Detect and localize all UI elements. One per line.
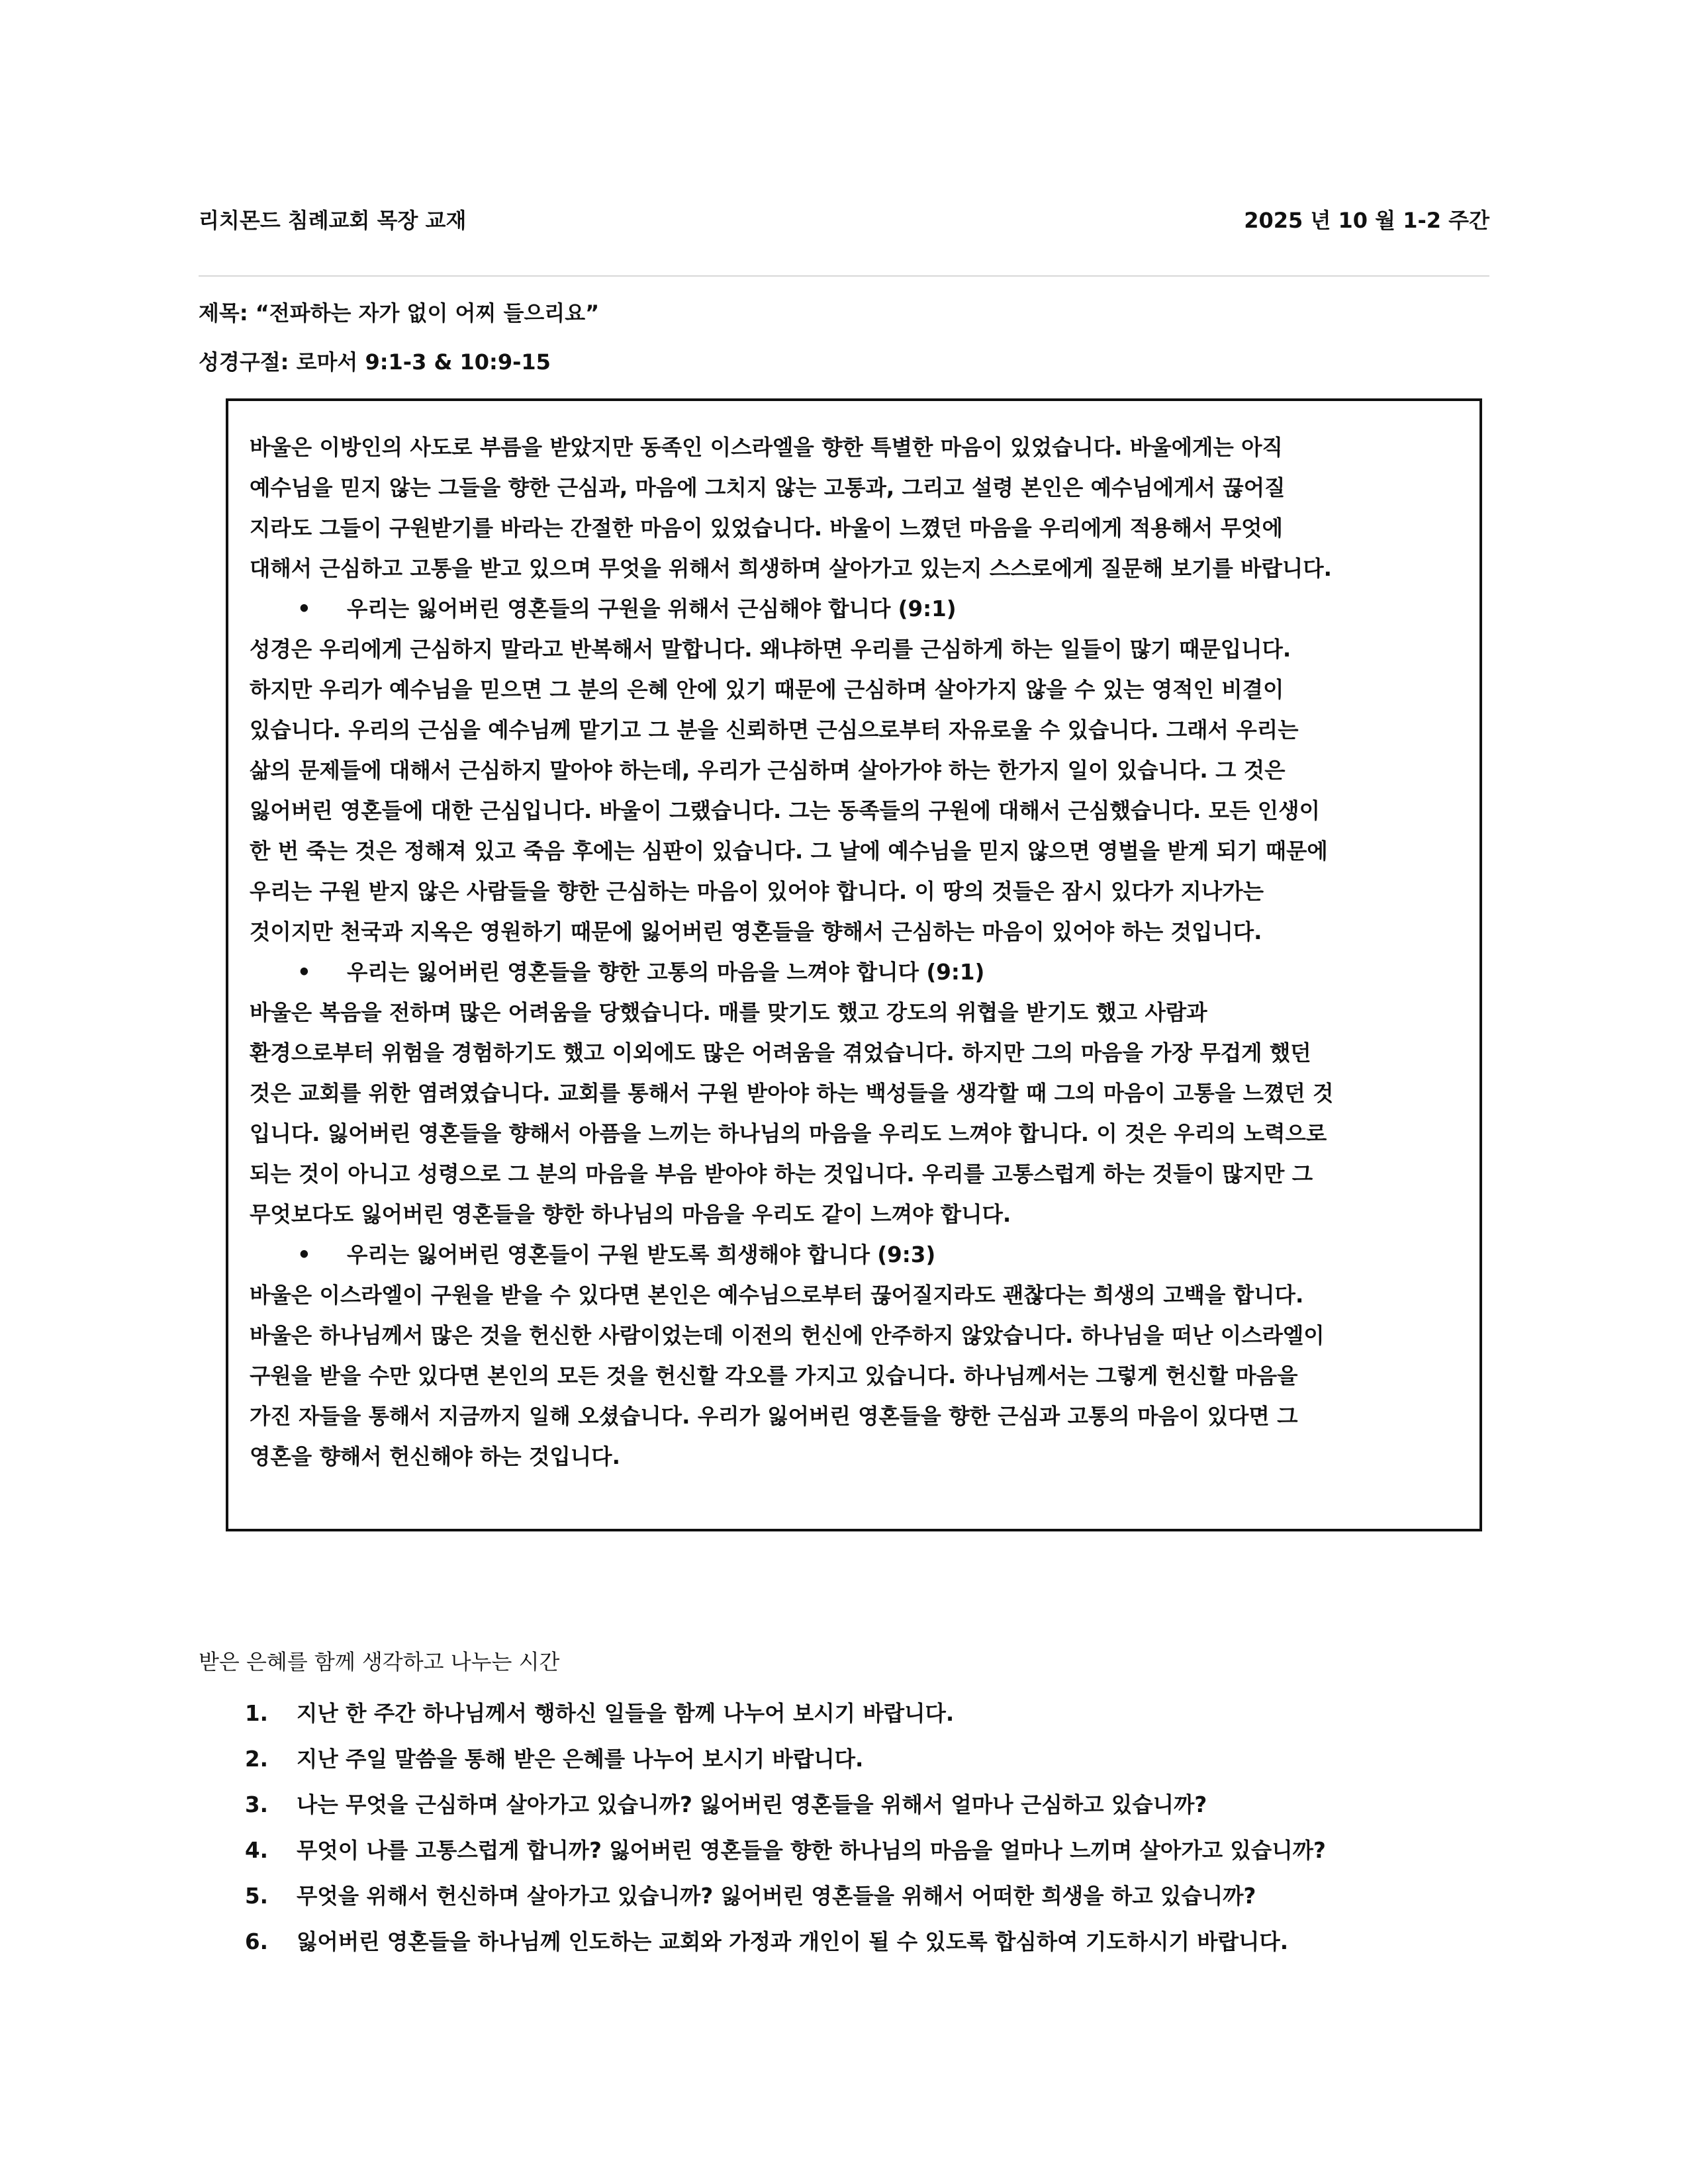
point-heading-3 — [250, 1235, 1464, 1275]
intro-line: 바울은 이방인의 사도로 부름을 받았지만 동족인 이스라엘을 향한 특별한 마음이 있었습니다. 바울에게는 아직 — [250, 435, 1283, 460]
sermon-summary-box — [226, 398, 1482, 1531]
point-body-line: 잃어버린 영혼들에 대한 근심입니다. 바울이 그랬습니다. 그는 동족들의 구원에 대해서 근심했습니다. 모든 인생이 — [250, 798, 1320, 823]
question-text: 지난 한 주간 하나님께서 행하신 일들을 함께 나누어 보시기 바랍니다. — [297, 1701, 955, 1726]
scripture-reference: 성경구절: 로마서 9:1-3 & 10:9-15 — [199, 349, 551, 375]
point-body-line: 한 번 죽는 것은 정해져 있고 죽음 후에는 심판이 있습니다. 그 날에 예수님을 믿지 않으면 영벌을 받게 되기 때문에 — [250, 839, 1328, 864]
point-body-line: 가진 자들을 통해서 지금까지 일해 오셨습니다. 우리가 잃어버린 영혼들을 향한 근심과 고통의 마음이 있다면 그 — [250, 1404, 1298, 1429]
discussion-question — [245, 1919, 1326, 1965]
header-divider — [199, 275, 1489, 277]
point-body-line: 하지만 우리가 예수님을 믿으면 그 분의 은혜 안에 있기 때문에 근심하며 살아가지 않을 수 있는 영적인 비결이 — [250, 677, 1284, 702]
bullet-icon: • — [297, 960, 311, 985]
point-body-line: 구원을 받을 수만 있다면 본인의 모든 것을 헌신할 각오를 가지고 있습니다. 하나님께서는 그렇게 헌신할 마음을 — [250, 1363, 1298, 1388]
point-body-line: 무엇보다도 잃어버린 영혼들을 향한 하나님의 마음을 우리도 같이 느껴야 합니다. — [250, 1202, 1011, 1227]
week-date-label: 2025 년 10 월 1-2 주간 — [1244, 208, 1489, 233]
point-body-line: 것이지만 천국과 지옥은 영원하기 때문에 잃어버린 영혼들을 향해서 근심하는 마음이 있어야 하는 것입니다. — [250, 919, 1262, 944]
point-body-line: 환경으로부터 위험을 경험하기도 했고 이외에도 많은 어려움을 겪었습니다. 하지만 그의 마음을 가장 무겁게 했던 — [250, 1040, 1311, 1066]
point-body-line: 되는 것이 아니고 성령으로 그 분의 마음을 부음 받아야 하는 것입니다. 우리를 고통스럽게 하는 것들이 많지만 그 — [250, 1161, 1313, 1187]
intro-line: 지라도 그들이 구원받기를 바라는 간절한 마음이 있었습니다. 바울이 느꼈던 마음을 우리에게 적용해서 무엇에 — [250, 516, 1283, 541]
sermon-title: 제목: “전파하는 자가 없이 어찌 들으리요” — [199, 300, 600, 326]
discussion-question — [245, 1691, 1326, 1737]
question-text: 지난 주일 말씀을 통해 받은 은혜를 나누어 보시기 바랍니다. — [297, 1747, 864, 1772]
point-heading-text: 우리는 잃어버린 영혼들의 구원을 위해서 근심해야 합니다 (9:1) — [347, 596, 957, 621]
point-heading-1 — [250, 589, 1464, 629]
point-body-line: 바울은 하나님께서 많은 것을 헌신한 사람이었는데 이전의 헌신에 안주하지 않았습니다. 하나님을 떠난 이스라엘이 — [250, 1323, 1325, 1348]
point-body-line: 우리는 구원 받지 않은 사람들을 향한 근심하는 마음이 있어야 합니다. 이 땅의 것들은 잠시 있다가 지나가는 — [250, 879, 1264, 904]
intro-line: 대해서 근심하고 고통을 받고 있으며 무엇을 위해서 희생하며 살아가고 있는지 스스로에게 질문해 보기를 바랍니다. — [250, 556, 1333, 581]
question-number: 1. — [245, 1701, 268, 1726]
intro-line: 예수님을 믿지 않는 그들을 향한 근심과, 마음에 그치지 않는 고통과, 그리고 설령 본인은 예수님에게서 끊어질 — [250, 475, 1286, 500]
question-number: 4. — [245, 1838, 268, 1863]
discussion-heading: 받은 은혜를 함께 생각하고 나누는 시간 — [199, 1649, 560, 1674]
question-text: 잃어버린 영혼들을 하나님께 인도하는 교회와 가정과 개인이 될 수 있도록 합심하여 기도하시기 바랍니다. — [297, 1929, 1289, 1954]
question-number: 5. — [245, 1884, 268, 1909]
point-heading-text: 우리는 잃어버린 영혼들을 향한 고통의 마음을 느껴야 합니다 (9:1) — [347, 960, 985, 985]
bullet-icon: • — [297, 596, 311, 621]
discussion-question — [245, 1874, 1326, 1919]
question-text: 무엇이 나를 고통스럽게 합니까? 잃어버린 영혼들을 향한 하나님의 마음을 얼마나 느끼며 살아가고 있습니까? — [297, 1838, 1326, 1863]
discussion-question — [245, 1737, 1326, 1782]
page-header — [199, 204, 1489, 238]
question-number: 6. — [245, 1929, 268, 1954]
point-body-line: 영혼을 향해서 헌신해야 하는 것입니다. — [250, 1444, 620, 1469]
point-body-line: 것은 교회를 위한 염려였습니다. 교회를 통해서 구원 받아야 하는 백성들을 생각할 때 그의 마음이 고통을 느꼈던 것 — [250, 1081, 1334, 1106]
question-number: 3. — [245, 1792, 268, 1817]
point-body-line: 성경은 우리에게 근심하지 말라고 반복해서 말합니다. 왜냐하면 우리를 근심하게 하는 일들이 많기 때문입니다. — [250, 637, 1291, 662]
bullet-icon: • — [297, 1242, 311, 1267]
point-heading-text: 우리는 잃어버린 영혼들이 구원 받도록 희생해야 합니다 (9:3) — [347, 1242, 936, 1267]
point-body-line: 있습니다. 우리의 근심을 예수님께 맡기고 그 분을 신뢰하면 근심으로부터 자유로울 수 있습니다. 그래서 우리는 — [250, 717, 1299, 743]
sermon-summary-text — [250, 428, 1464, 1477]
point-heading-2 — [250, 952, 1464, 993]
point-body-line: 입니다. 잃어버린 영혼들을 향해서 아픔을 느끼는 하나님의 마음을 우리도 느껴야 합니다. 이 것은 우리의 노력으로 — [250, 1121, 1327, 1146]
point-body-line: 바울은 복음을 전하며 많은 어려움을 당했습니다. 매를 맞기도 했고 강도의 위협을 받기도 했고 사람과 — [250, 1000, 1207, 1025]
point-body-line: 바울은 이스라엘이 구원을 받을 수 있다면 본인은 예수님으로부터 끊어질지라도 괜찮다는 희생의 고백을 합니다. — [250, 1283, 1304, 1308]
discussion-question — [245, 1782, 1326, 1828]
question-text: 나는 무엇을 근심하며 살아가고 있습니까? 잃어버린 영혼들을 위해서 얼마나 근심하고 있습니까? — [297, 1792, 1207, 1817]
question-text: 무엇을 위해서 헌신하며 살아가고 있습니까? 잃어버린 영혼들을 위해서 어떠한 희생을 하고 있습니까? — [297, 1884, 1256, 1909]
discussion-question-list — [245, 1691, 1326, 1965]
question-number: 2. — [245, 1747, 268, 1772]
point-body-line: 삶의 문제들에 대해서 근심하지 말아야 하는데, 우리가 근심하며 살아가야 하는 한가지 일이 있습니다. 그 것은 — [250, 758, 1286, 783]
church-textbook-label: 리치몬드 침례교회 목장 교재 — [199, 208, 467, 233]
discussion-question — [245, 1828, 1326, 1874]
